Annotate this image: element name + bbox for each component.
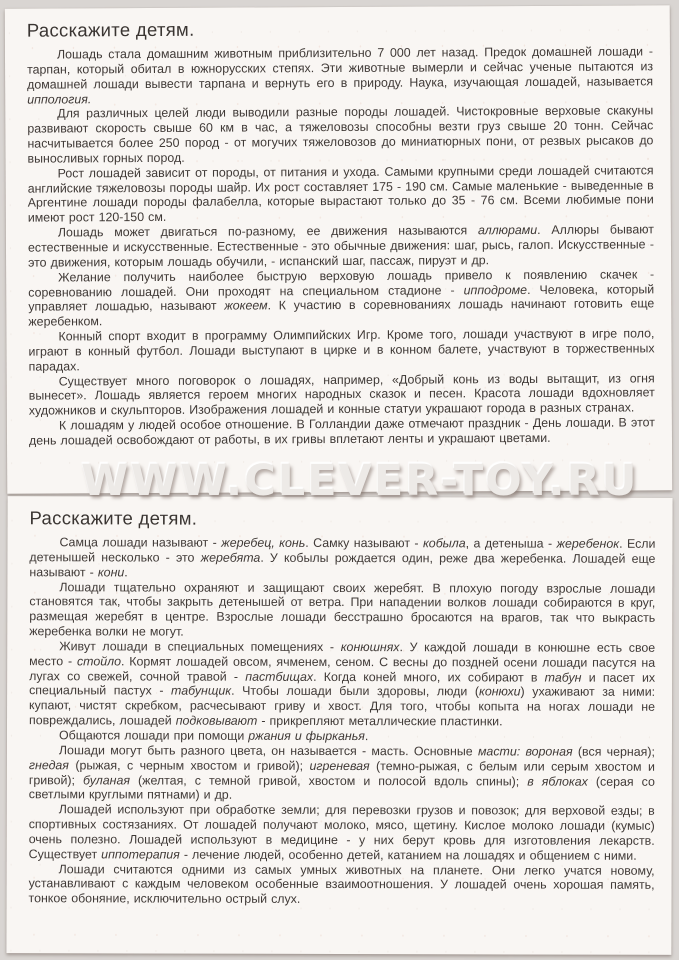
paragraph bbox=[28, 222, 654, 270]
text-run: пастбищах bbox=[245, 669, 314, 684]
text-run: Живут лошади в специальных помещениях - bbox=[59, 639, 341, 654]
text-run: Конный спорт входит в программу Олимпийских Игр. Кроме того, лошади участвуют в игре поло, играют в конный футбол. Лошади выступают в цирке и в конном балете, участвуют в торжественных парадах. bbox=[28, 326, 655, 374]
text-run: Общаются лошади при помощи bbox=[58, 728, 249, 743]
text-run: подковывают bbox=[175, 713, 258, 728]
text-run: Лошадь может двигаться по-разному, ее движения называются bbox=[57, 223, 478, 240]
text-run: . Когда коней много, их собирают в bbox=[313, 669, 545, 685]
paragraph bbox=[29, 802, 655, 863]
text-run: жокеем bbox=[224, 298, 268, 313]
text-run: кобыла bbox=[422, 536, 466, 551]
paragraph bbox=[27, 44, 653, 107]
text-run: Лошади тщательно охраняют и защищают своих жеребят. В плохую погоду взрослые лошади становятся так, чтобы закрыть детенышей от ветра. При нападении волков лошади собираются в круг, размещая жеребят в центре. Взрослые лошади бесстрашно бросаются на врагов, так что выкрасть жеребенка волки не могут. bbox=[29, 579, 656, 639]
paragraph bbox=[29, 535, 655, 581]
paragraph bbox=[29, 580, 655, 641]
text-run: (вся черная); bbox=[572, 744, 655, 759]
info-card-1 bbox=[5, 5, 673, 493]
text-run: . Человека, который управляет лошадью, называют bbox=[28, 281, 655, 314]
watermark-text: WWW.CLEVER-TOY.RU bbox=[81, 456, 639, 506]
text-run: , а детеныша - bbox=[465, 536, 557, 551]
text-run: (темно-рыжая, с белым или серым хвостом и гривой); bbox=[28, 758, 655, 787]
card-body bbox=[27, 44, 655, 448]
text-run: конюшнях bbox=[340, 639, 400, 655]
text-run: конюхи bbox=[478, 684, 521, 699]
text-run: . Кормят лошадей овсом, ячменем, сеном. С весны до поздней осени лошади пасутся на лугах со свежей, сочной травой - bbox=[29, 654, 656, 684]
text-run: Лошади могут быть разного цвета, он называется - масть. Основные bbox=[58, 743, 478, 759]
paragraph bbox=[29, 415, 655, 448]
text-run: . К участию в соревнованиях лошадь начинают готовить еще жеребенком. bbox=[28, 296, 655, 329]
paragraph bbox=[28, 326, 654, 374]
text-run: стойло bbox=[76, 654, 122, 669]
text-run: . bbox=[364, 729, 369, 744]
text-run: Лошадь стала домашним животным приблизительно 7 000 лет назад. Предок домашней лошади - тарпан, который обитал в южнорусских степях. Эти животные вымерли и сейчас ученые пытаются из домашней лошади вывести тарпана и вернуть его в природу. Наука, изучающая лошадей, называется bbox=[27, 44, 654, 92]
text-run: (серая со светлыми круглыми пятнами) и др. bbox=[28, 774, 655, 803]
text-run: Самца лошади называют - bbox=[59, 535, 222, 550]
text-run: (рыжая, с черным хвостом и гривой); bbox=[68, 757, 310, 773]
text-run: . bbox=[124, 565, 128, 580]
text-run: аллюрами bbox=[477, 223, 538, 238]
text-run: масти: вороная bbox=[477, 744, 573, 759]
paragraph bbox=[29, 862, 655, 908]
text-run: . Аллюры бывают естественные и искусственные. Естественные - это обычные движения: шаг, рысь, галоп. Искусственные - это движения, которым лошадь обучили, - испанский шаг, пассаж, пируэт и др. bbox=[27, 222, 655, 270]
text-run: жеребята bbox=[200, 550, 261, 565]
text-run: иппотерапия bbox=[101, 847, 180, 862]
text-run: табун bbox=[544, 670, 582, 685]
text-run: . Если детенышей несколько - это bbox=[29, 536, 656, 565]
text-run: Желание получить наиболее быструю верховую лошадь привело к появлению скачек - соревнованию лошадей. Они проходят на специальном стадионе - bbox=[28, 267, 655, 300]
paragraph bbox=[28, 267, 654, 330]
card-body bbox=[29, 535, 656, 908]
text-run: . У каждой лошади в конюшне есть свое место - bbox=[29, 640, 656, 669]
text-run: буланая bbox=[83, 772, 131, 787]
text-run: кони bbox=[97, 565, 125, 580]
text-run: жеребенок bbox=[556, 536, 620, 551]
paragraph bbox=[29, 728, 655, 744]
text-run: - лечение людей, особенно детей, катанием на лошадях и общением с ними. bbox=[179, 847, 637, 863]
paragraph bbox=[29, 743, 655, 804]
text-run: игреневая bbox=[309, 758, 370, 773]
text-run: табунщик bbox=[171, 683, 232, 699]
text-run: . Чтобы лошади были здоровы, люди ( bbox=[231, 684, 480, 699]
text-run: ржания и фырканья bbox=[248, 728, 365, 744]
info-card-2 bbox=[6, 496, 672, 955]
text-run: . У кобылы рождается один, реже два жеребенка. Лошадей еще называют - bbox=[29, 550, 656, 580]
text-run: Для различных целей люди выводили разные породы лошадей. Чистокровные верховые скакуны развивают скорость свыше 60 км в час, а тяжеловозы способны везти груз свыше 20 тонн. Сейчас насчитывается более 250 пород - от могучих тяжеловозов до миниатюрных пони, от резвых рысаков до выносливых горных пород. bbox=[27, 103, 654, 166]
text-run: Лошади считаются одними из самых умных животных на планете. Они легко учатся новому, устанавливают с каждым человеком особенные взаимоотношения. У лошадей очень хорошая память, тонкое обоняние, исключительно острый слух. bbox=[28, 861, 655, 907]
text-run: в яблоках bbox=[527, 773, 588, 789]
text-run: и пасет их специальный пастух - bbox=[29, 670, 656, 698]
paragraph bbox=[27, 104, 653, 167]
text-run: Лошадей используют при обработке земли; для перевозки грузов и повозок; для верховой езды; в спортивных состязаниях. От лошадей получают молоко, мясо, щетину. Кислое молоко лошади (кумыс) очень полезно. Лошадей используют в медицине - у них берут кровь для изготовления лекарств. Существует bbox=[28, 802, 655, 862]
text-run: Рост лошадей зависит от породы, от питания и ухода. Самыми крупными среди лошадей считаются английские тяжеловозы породы шайр. Их рост составляет 175 - 190 см. Самые маленькие - выведенные в Аргентине лошади породы фалабелла, которые вырастают только до 35 - 76 см. Всеми любимые пони имеют рост 120-150 см. bbox=[27, 163, 654, 225]
paragraph bbox=[28, 163, 654, 226]
card-title: Расскажите детям. bbox=[29, 507, 198, 529]
text-run: . Самку называют - bbox=[305, 535, 423, 551]
text-run: гнедая bbox=[28, 757, 69, 772]
text-run: Существует много поговорок о лошадях, например, «Добрый конь из воды вытащит, из огня вынесет». Лошадь является героем многих народных сказок и песен. Красота лошади вдохновляет художников и скульпторов. Изображения лошадей и конные статуи украшают города в разных странах. bbox=[28, 370, 655, 418]
paragraph bbox=[29, 371, 655, 419]
text-run: жеребец, конь bbox=[221, 535, 306, 550]
card-title: Расскажите детям. bbox=[26, 18, 195, 41]
text-run: (желтая, с темной гривой, хвостом и полосой вдоль спины); bbox=[129, 772, 528, 788]
text-run: иппология. bbox=[27, 91, 92, 107]
text-run: - прикрепляют металлические пластинки. bbox=[257, 713, 503, 729]
text-run: ) ухаживают за ними: купают, чистят скребком, расчесывают гриву и хвост. Для того, чтобы копыта на ногах лошади не повреждались, лошадей bbox=[28, 684, 656, 728]
paragraph bbox=[29, 639, 655, 730]
text-run: ипподроме bbox=[463, 282, 528, 297]
text-run: К лошадям у людей особое отношение. В Голландии даже отмечают праздник - День лошади. В этот день лошадей освобождают от работы, в их гривы вплетают ленты и украшают цветами. bbox=[28, 415, 655, 448]
